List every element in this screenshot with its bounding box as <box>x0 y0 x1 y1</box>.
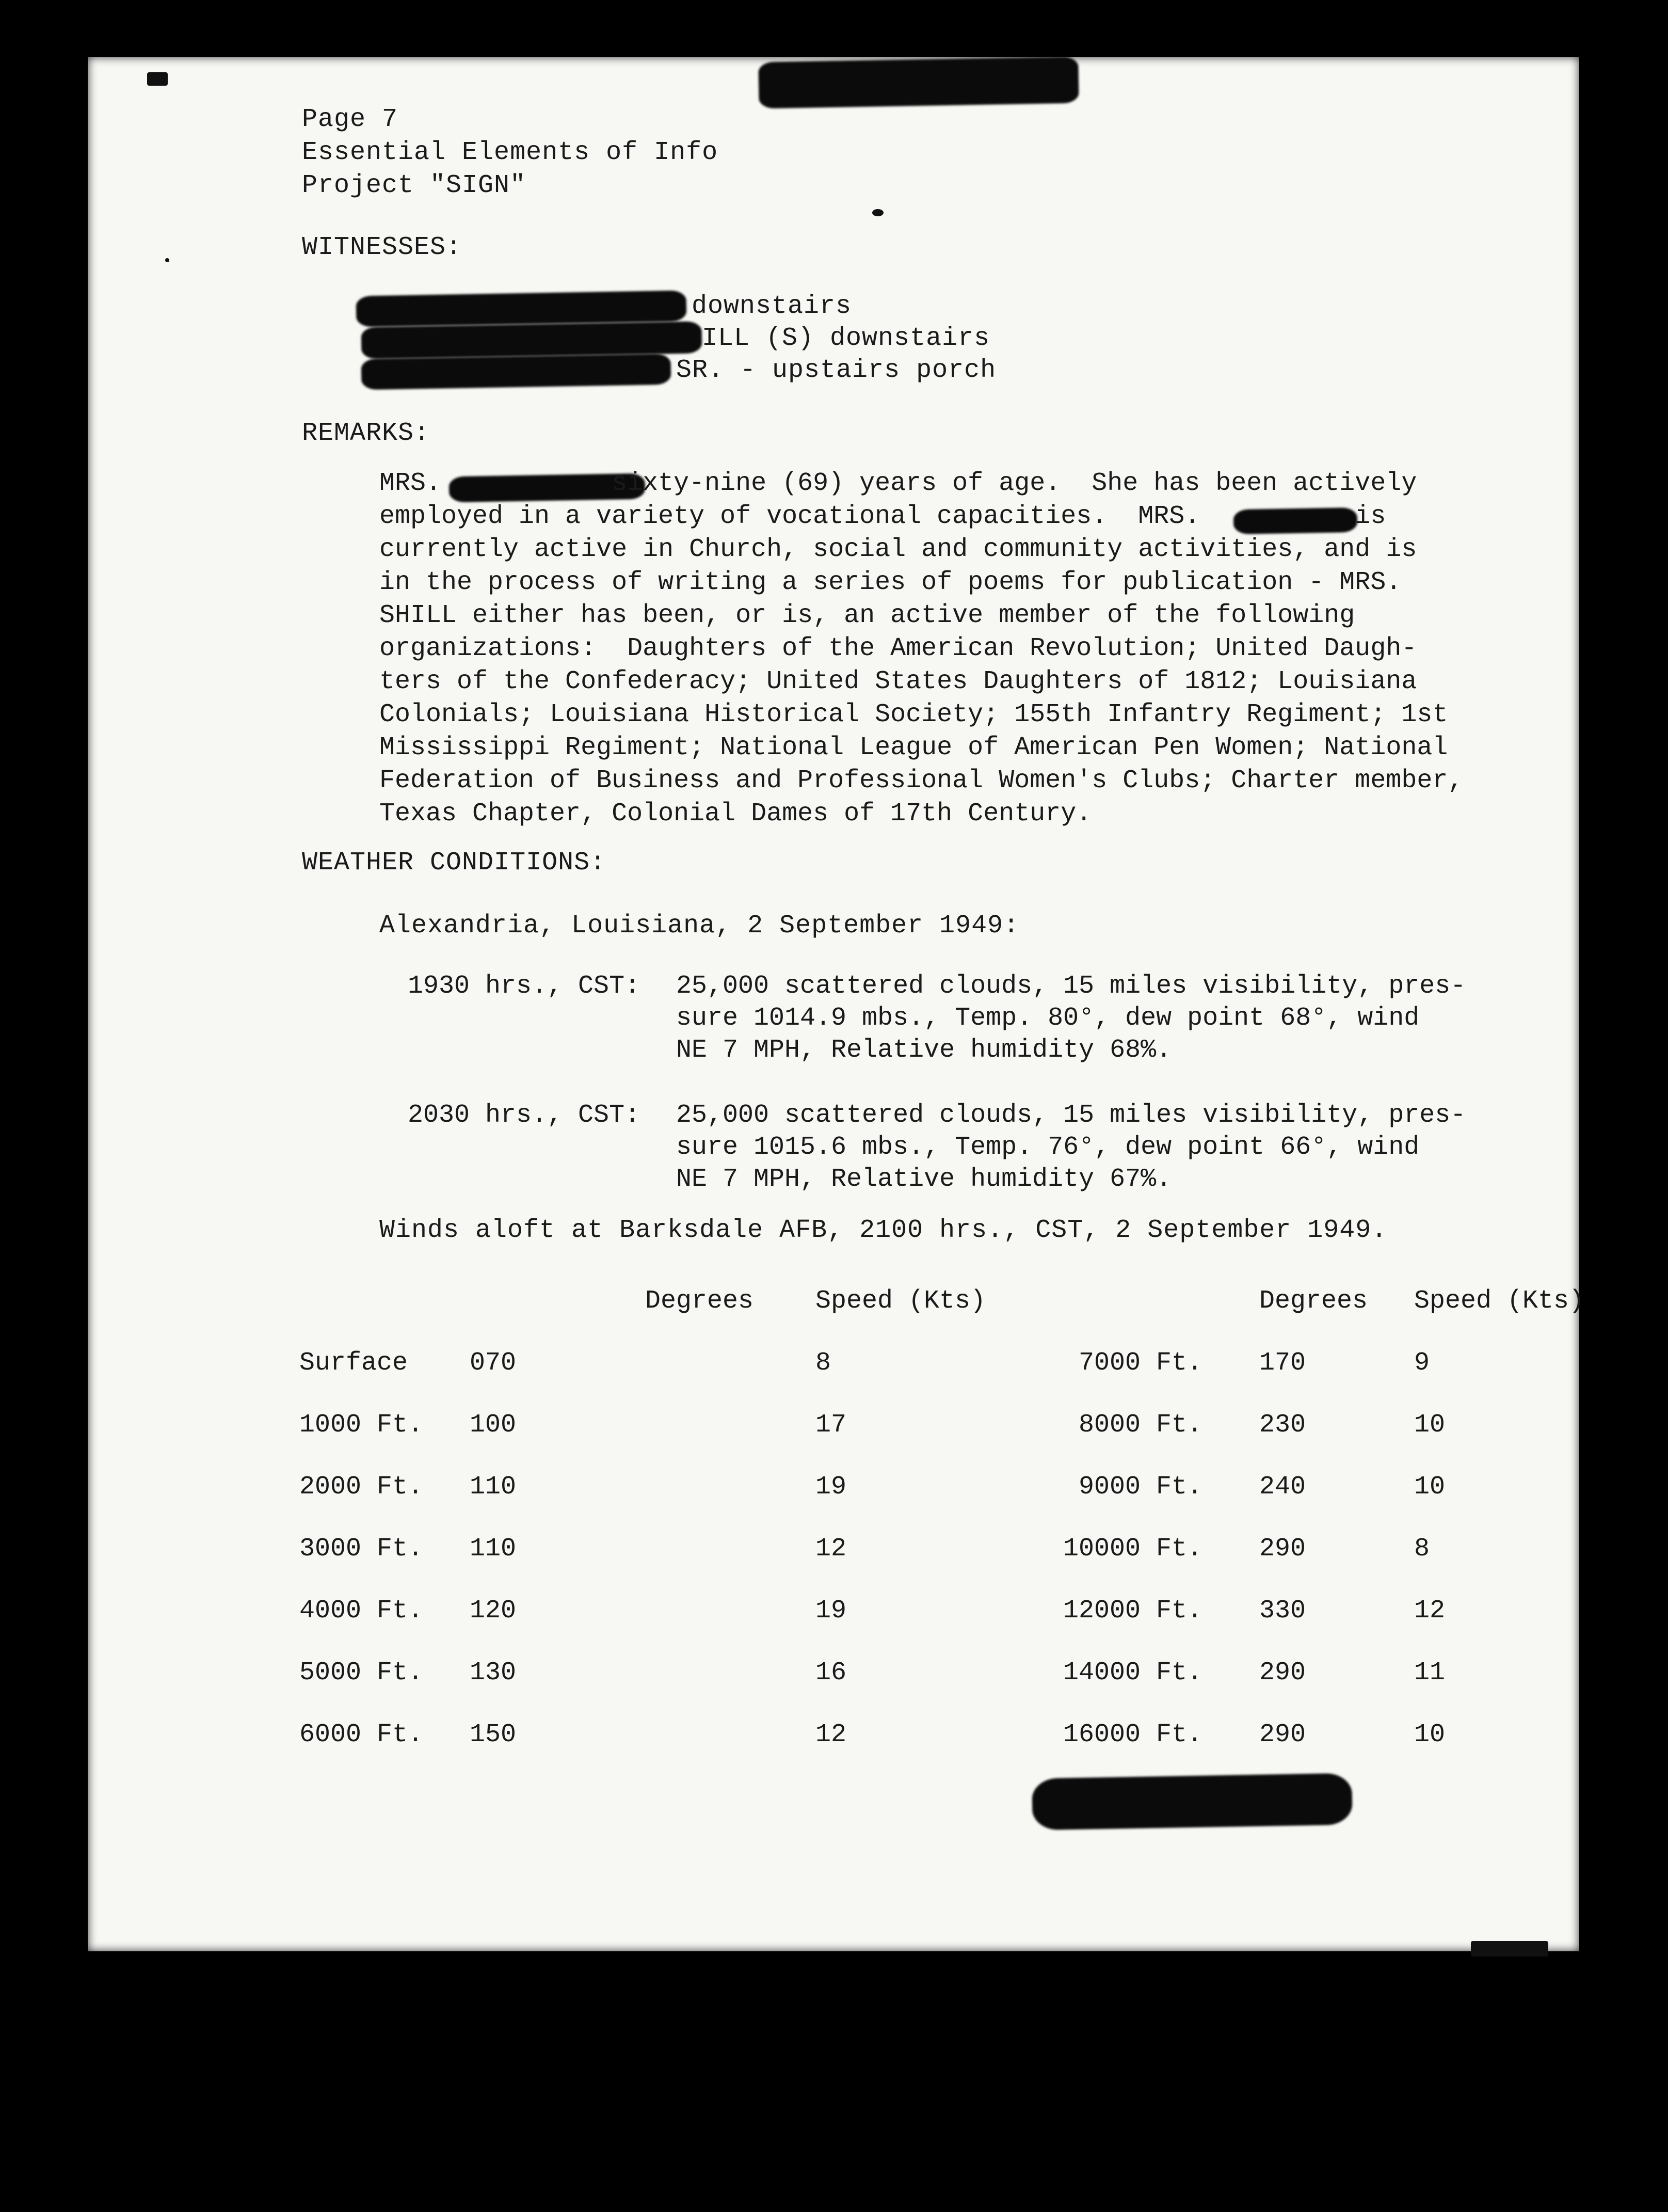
remarks-paragraph <box>379 467 1463 831</box>
column-header-speed: Speed (Kts) <box>815 1286 986 1316</box>
altitude: Surface <box>299 1348 408 1378</box>
speed: 8 <box>815 1348 831 1378</box>
altitude: 2000 Ft. <box>299 1472 424 1502</box>
page-number: Page 7 <box>302 105 398 134</box>
degrees: 290 <box>1259 1720 1306 1749</box>
document-subject: Essential Elements of Info <box>302 138 718 167</box>
weather-location: Alexandria, Louisiana, 2 September 1949: <box>379 911 1020 941</box>
obs-time-1: 1930 hrs., CST: <box>408 972 640 1001</box>
speed: 19 <box>815 1596 847 1626</box>
altitude: 5000 Ft. <box>299 1658 424 1688</box>
obs-line: NE 7 MPH, Relative humidity 68%. <box>676 1036 1172 1065</box>
degrees: 150 <box>470 1720 517 1749</box>
speed: 12 <box>815 1534 847 1564</box>
column-header <box>1012 1270 1259 1332</box>
degrees: 110 <box>470 1534 517 1564</box>
altitude: 14000 Ft. <box>1063 1658 1202 1688</box>
speed: 11 <box>1414 1658 1446 1688</box>
column-header-speed: Speed (Kts) <box>1414 1286 1585 1316</box>
weather-heading: WEATHER CONDITIONS: <box>302 848 606 878</box>
remarks-line: Federation of Business and Professional Women's Clubs; Charter member, <box>379 766 1464 795</box>
table-header-row <box>299 1270 1584 1332</box>
remarks-line: employed in a variety of vocational capacities. MRS. is <box>379 502 1386 531</box>
redaction-top <box>758 57 1079 109</box>
degrees: 230 <box>1259 1410 1306 1440</box>
table-row <box>299 1394 1584 1456</box>
obs-line: NE 7 MPH, Relative humidity 67%. <box>676 1165 1172 1194</box>
table-row <box>299 1642 1584 1704</box>
table-row <box>299 1456 1584 1518</box>
witness-entry-2: ILL (S) downstairs <box>702 324 990 353</box>
altitude: 7000 Ft. <box>1078 1348 1202 1378</box>
column-header-degrees: Degrees <box>1259 1286 1368 1316</box>
film-speck <box>165 258 169 262</box>
witness-entry-3: SR. - upstairs porch <box>676 356 997 385</box>
witness-entry-1: downstairs <box>692 292 852 321</box>
redaction-witness-1 <box>356 290 687 327</box>
remarks-line: Texas Chapter, Colonial Dames of 17th Century. <box>379 799 1092 829</box>
speed: 16 <box>815 1658 847 1688</box>
degrees: 130 <box>470 1658 517 1688</box>
table-row <box>299 1580 1584 1642</box>
degrees: 290 <box>1259 1658 1306 1688</box>
altitude: 9000 Ft. <box>1078 1472 1202 1502</box>
degrees: 330 <box>1259 1596 1306 1626</box>
table-row <box>299 1518 1584 1580</box>
altitude: 12000 Ft. <box>1063 1596 1202 1626</box>
speed: 12 <box>815 1720 847 1749</box>
speed: 10 <box>1414 1410 1446 1440</box>
speed: 10 <box>1414 1472 1446 1502</box>
obs-line: 25,000 scattered clouds, 15 miles visibility, pres- <box>676 972 1466 1001</box>
table-row <box>299 1704 1584 1765</box>
redaction-bottom-signature <box>1032 1773 1353 1831</box>
obs-line: 25,000 scattered clouds, 15 miles visibility, pres- <box>676 1101 1466 1130</box>
speed: 10 <box>1414 1720 1446 1749</box>
winds-aloft-title: Winds aloft at Barksdale AFB, 2100 hrs., CST, 2 September 1949. <box>379 1216 1388 1245</box>
degrees: 120 <box>470 1596 517 1626</box>
remarks-line: currently active in Church, social and community activities, and is <box>379 535 1417 564</box>
altitude: 16000 Ft. <box>1063 1720 1202 1749</box>
witnesses-heading: WITNESSES: <box>302 233 462 262</box>
altitude: 1000 Ft. <box>299 1410 424 1440</box>
altitude: 10000 Ft. <box>1063 1534 1202 1564</box>
altitude: 8000 Ft. <box>1078 1410 1202 1440</box>
speed: 9 <box>1414 1348 1430 1378</box>
obs-line: sure 1015.6 mbs., Temp. 76°, dew point 66°, wind <box>676 1133 1420 1162</box>
film-speck <box>147 72 168 86</box>
obs-time-2: 2030 hrs., CST: <box>408 1101 640 1130</box>
winds-aloft-table <box>299 1270 1584 1765</box>
film-speck <box>872 209 884 216</box>
obs-line: sure 1014.9 mbs., Temp. 80°, dew point 68°, wind <box>676 1004 1420 1033</box>
speed: 12 <box>1414 1596 1446 1626</box>
project-name: Project "SIGN" <box>302 171 526 200</box>
altitude: 3000 Ft. <box>299 1534 424 1564</box>
table-row <box>299 1332 1584 1394</box>
remarks-heading: REMARKS: <box>302 419 430 448</box>
speed: 8 <box>1414 1534 1430 1564</box>
remarks-line: Mississippi Regiment; National League of American Pen Women; National <box>379 733 1448 762</box>
degrees: 100 <box>470 1410 517 1440</box>
degrees: 170 <box>1259 1348 1306 1378</box>
column-header <box>299 1270 470 1332</box>
remarks-line: MRS. sixty-nine (69) years of age. She has been actively <box>379 469 1417 498</box>
speed: 17 <box>815 1410 847 1440</box>
degrees: 290 <box>1259 1534 1306 1564</box>
remarks-line: Colonials; Louisiana Historical Society; 155th Infantry Regiment; 1st <box>379 700 1448 729</box>
speed: 19 <box>815 1472 847 1502</box>
altitude: 6000 Ft. <box>299 1720 424 1749</box>
degrees: 110 <box>470 1472 517 1502</box>
column-header-degrees: Degrees <box>645 1286 754 1316</box>
degrees: 240 <box>1259 1472 1306 1502</box>
remarks-line: SHILL either has been, or is, an active member of the following <box>379 601 1355 630</box>
degrees: 070 <box>470 1348 517 1378</box>
film-speck <box>1471 1941 1548 1956</box>
altitude: 4000 Ft. <box>299 1596 424 1626</box>
remarks-line: organizations: Daughters of the American Revolution; United Daugh- <box>379 634 1417 663</box>
remarks-line: ters of the Confederacy; United States Daughters of 1812; Louisiana <box>379 667 1417 696</box>
remarks-line: in the process of writing a series of poems for publication - MRS. <box>379 568 1402 597</box>
redaction-witness-3 <box>361 354 671 390</box>
